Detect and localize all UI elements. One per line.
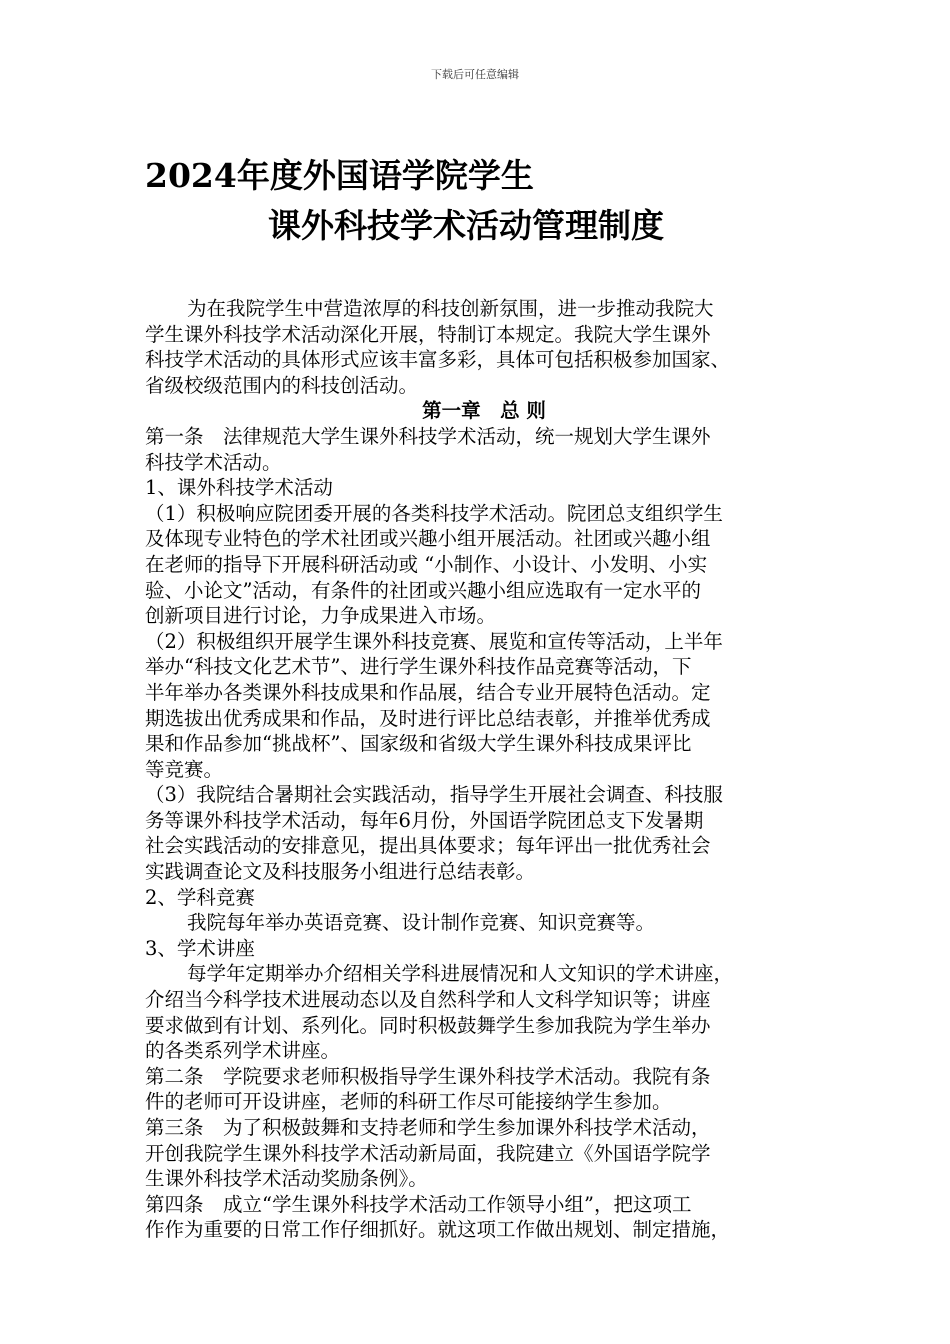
article-3-line: 生课外科技学术活动奖励条例》。 xyxy=(145,1167,428,1191)
section-3-line: 要求做到有计划、系列化。同时积极鼓舞学生参加我院为学生举办 xyxy=(145,1013,711,1037)
section-1-heading: 1、课外科技学术活动 xyxy=(145,476,333,500)
item-2-line: 半年举办各类课外科技成果和作品展，结合专业开展特色活动。定 xyxy=(145,680,711,704)
item-2-line: 果和作品参加“挑战杯”、国家级和省级大学生课外科技成果评比 xyxy=(145,732,692,756)
section-2-heading: 2、学科竞赛 xyxy=(145,885,255,909)
document-title-line-2: 课外科技学术活动管理制度 xyxy=(268,206,664,245)
article-3-line: 第三条 为了积极鼓舞和支持老师和学生参加课外科技学术活动， xyxy=(145,1116,711,1139)
item-3-line: （3）我院结合暑期社会实践活动，指导学生开展社会调查、科技服 xyxy=(145,783,723,807)
item-1-line: 创新项目进行讨论，力争成果进入市场。 xyxy=(145,604,497,628)
item-3-line: 实践调查论文及科技服务小组进行总结表彰。 xyxy=(145,860,536,884)
item-1-line: 验、小论文”活动，有条件的社团或兴趣小组应选取有一定水平的 xyxy=(145,578,701,602)
item-1-line: （1）积极响应院团委开展的各类科技学术活动。院团总支组织学生 xyxy=(145,501,723,525)
section-3-line: 每学年定期举办介绍相关学科进展情况和人文知识的学术讲座， xyxy=(187,962,734,986)
article-1-line: 第一条 法律规范大学生课外科技学术活动，统一规划大学生课外 xyxy=(145,424,711,448)
intro-line: 科技学术活动的具体形式应该丰富多彩，具体可包括积极参加国家、 xyxy=(145,348,731,372)
section-2-text: 我院每年举办英语竞赛、设计制作竞赛、知识竞赛等。 xyxy=(187,911,656,935)
item-2-line: 期选拔出优秀成果和作品，及时进行评比总结表彰，并推举优秀成 xyxy=(145,706,711,730)
intro-line: 为在我院学生中营造浓厚的科技创新氛围，进一步推动我院大 xyxy=(187,297,714,320)
section-3-heading: 3、学术讲座 xyxy=(145,936,255,960)
item-2-line: 等竞赛。 xyxy=(145,757,224,781)
article-4-line: 第四条 成立“学生课外科技学术活动工作领导小组”，把这项工 xyxy=(145,1192,692,1216)
article-2-line: 件的老师可开设讲座，老师的科研工作尽可能接纳学生参加。 xyxy=(145,1090,672,1114)
article-1-line: 科技学术活动。 xyxy=(145,450,282,474)
document-body xyxy=(145,296,815,1243)
item-2-line: 举办“科技文化艺术节”、进行学生课外科技作品竞赛等活动，下 xyxy=(145,655,692,679)
section-3-line: 介绍当今科学技术进展动态以及自然科学和人文科学知识等；讲座 xyxy=(145,988,711,1012)
intro-line: 学生课外科技学术活动深化开展，特制订本规定。我院大学生课外 xyxy=(145,322,711,346)
chapter-heading: 第一章 总 则 xyxy=(422,399,546,423)
intro-line: 省级校级范围内的科技创活动。 xyxy=(145,373,419,397)
article-4-line: 作作为重要的日常工作仔细抓好。就这项工作做出规划、制定措施， xyxy=(145,1218,731,1242)
article-3-line: 开创我院学生课外科技学术活动新局面，我院建立《外国语学院学 xyxy=(145,1141,711,1165)
article-2-line: 第二条 学院要求老师积极指导学生课外科技学术活动。我院有条 xyxy=(145,1064,711,1088)
header-note: 下载后可任意编辑 xyxy=(431,68,519,81)
section-3-line: 的各类系列学术讲座。 xyxy=(145,1039,341,1063)
item-1-line: 在老师的指导下开展科研活动或 “小制作、小设计、小发明、小实 xyxy=(145,552,708,576)
item-3-line: 务等课外科技学术活动，每年6月份，外国语学院团总支下发暑期 xyxy=(145,808,704,832)
item-1-line: 及体现专业特色的学术社团或兴趣小组开展活动。社团或兴趣小组 xyxy=(145,527,711,551)
item-3-line: 社会实践活动的安排意见，提出具体要求；每年评出一批优秀社会 xyxy=(145,834,711,858)
item-2-line: （2）积极组织开展学生课外科技竞赛、展览和宣传等活动，上半年 xyxy=(145,629,723,653)
document-title-line-1: 2024年度外国语学院学生 xyxy=(145,156,534,195)
